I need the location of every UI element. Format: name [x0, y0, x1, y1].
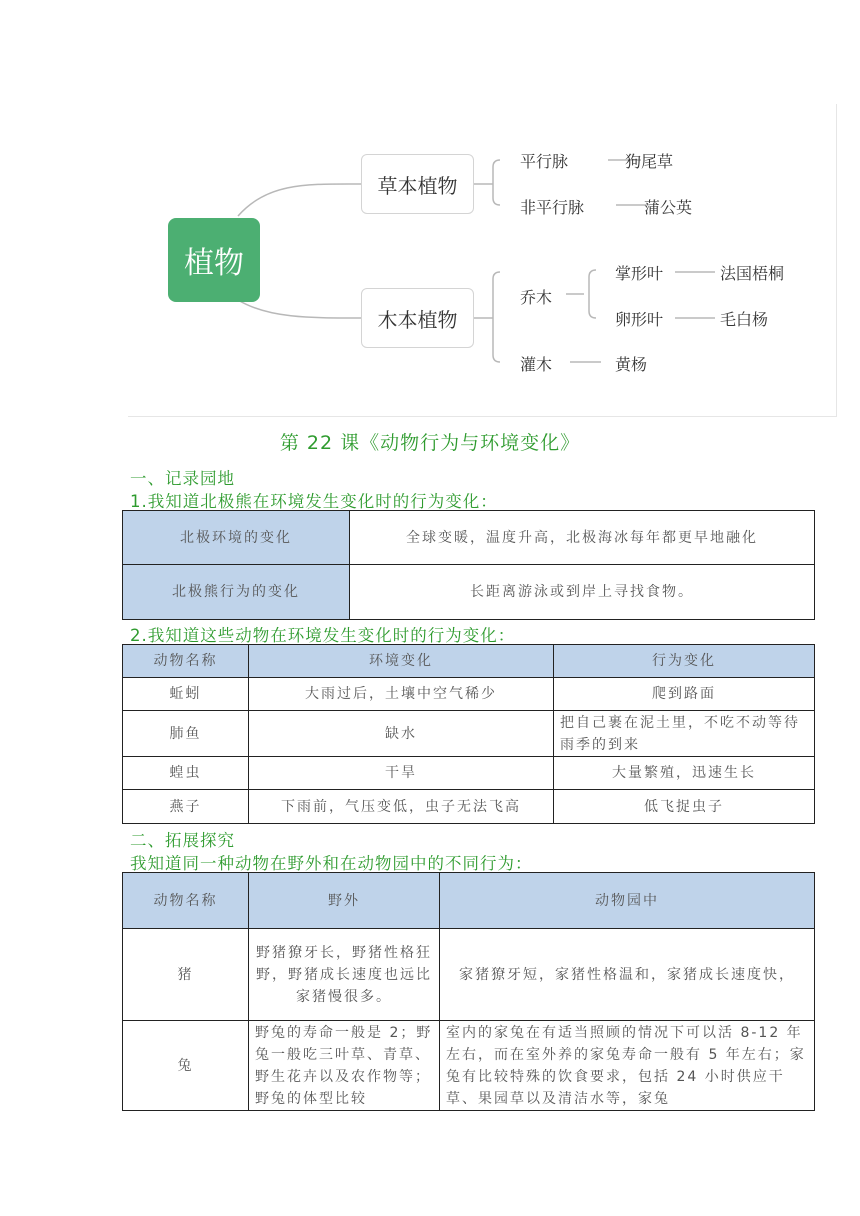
table-header-cell: 环境变化 — [249, 645, 554, 678]
table-cell: 缺水 — [249, 711, 554, 757]
table-cell: 蝗虫 — [123, 757, 249, 790]
table-cell: 干旱 — [249, 757, 554, 790]
shrub-label: 灌木 — [520, 355, 553, 374]
question-wild-vs-zoo: 我知道同一种动物在野外和在动物园中的不同行为： — [130, 854, 533, 873]
wild-vs-zoo-table — [122, 872, 815, 1111]
plant-mindmap — [128, 104, 837, 417]
parallel-vein-label: 平行脉 — [520, 152, 569, 171]
table-cell: 大量繁殖，迅速生长 — [554, 757, 815, 790]
question-polar-bear: 1.我知道北极熊在环境发生变化时的行为变化： — [130, 492, 498, 511]
table-cell: 低飞捉虫子 — [554, 790, 815, 824]
table-cell: 大雨过后，土壤中空气稀少 — [249, 678, 554, 711]
ovate-leaf-label: 卵形叶 — [615, 310, 664, 329]
dogtail-grass-label: 狗尾草 — [625, 152, 674, 171]
table-cell: 蚯蚓 — [123, 678, 249, 711]
table-cell: 北极环境的变化 — [123, 511, 350, 565]
boxwood-label: 黄杨 — [615, 355, 648, 374]
table-header-cell: 动物名称 — [123, 645, 249, 678]
animal-behavior-table — [122, 644, 815, 824]
table-header-row — [123, 645, 815, 678]
polar-bear-table — [122, 510, 815, 620]
table-cell: 肺鱼 — [123, 711, 249, 757]
table-cell: 爬到路面 — [554, 678, 815, 711]
plane-tree-label: 法国梧桐 — [720, 264, 785, 283]
table-header-cell: 动物园中 — [440, 873, 815, 929]
table-cell: 兔 — [123, 1021, 249, 1111]
table-cell: 长距离游泳或到岸上寻找食物。 — [350, 565, 815, 620]
table-cell: 野猪獠牙长，野猪性格狂野，野猪成长速度也远比家猪慢很多。 — [249, 929, 440, 1021]
table-header-cell: 动物名称 — [123, 873, 249, 929]
poplar-label: 毛白杨 — [720, 310, 769, 329]
section-heading-explore: 二、拓展探究 — [130, 831, 235, 850]
table-row — [123, 711, 815, 757]
table-cell: 猪 — [123, 929, 249, 1021]
table-cell: 把自己裹在泥土里，不吃不动等待雨季的到来 — [554, 711, 815, 757]
herb-plant-node: 草本植物 — [361, 154, 474, 214]
table-header-cell: 野外 — [249, 873, 440, 929]
table-cell: 室内的家兔在有适当照顾的情况下可以活 8-12 年左右，而在室外养的家兔寿命一般有 5 年左右；家兔有比较特殊的饮食要求，包括 24 小时供应干草、果园草以及清洁水等，家兔 — [440, 1021, 815, 1111]
table-header-row — [123, 873, 815, 929]
woody-plant-node: 木本植物 — [361, 288, 474, 348]
table-row — [123, 565, 815, 620]
table-row — [123, 678, 815, 711]
table-cell: 家猪獠牙短，家猪性格温和，家猪成长速度快， — [440, 929, 815, 1021]
table-row — [123, 929, 815, 1021]
table-cell: 燕子 — [123, 790, 249, 824]
lesson-title: 第 22 课《动物行为与环境变化》 — [279, 432, 581, 454]
mindmap-root-node: 植物 — [168, 218, 260, 302]
table-cell: 野兔的寿命一般是 2；野兔一般吃三叶草、青草、野生花卉以及农作物等；野兔的体型比较 — [249, 1021, 440, 1111]
table-row — [123, 1021, 815, 1111]
table-cell: 下雨前，气压变低，虫子无法飞高 — [249, 790, 554, 824]
question-animals: 2.我知道这些动物在环境发生变化时的行为变化： — [130, 626, 516, 645]
table-cell: 北极熊行为的变化 — [123, 565, 350, 620]
section-heading-records: 一、记录园地 — [130, 469, 235, 488]
tree-label: 乔木 — [520, 288, 553, 307]
table-row — [123, 790, 815, 824]
table-row — [123, 511, 815, 565]
dandelion-label: 蒲公英 — [644, 198, 693, 217]
table-row — [123, 757, 815, 790]
nonparallel-vein-label: 非平行脉 — [520, 198, 585, 217]
table-cell: 全球变暖，温度升高，北极海冰每年都更早地融化 — [350, 511, 815, 565]
palmate-leaf-label: 掌形叶 — [615, 264, 664, 283]
table-header-cell: 行为变化 — [554, 645, 815, 678]
